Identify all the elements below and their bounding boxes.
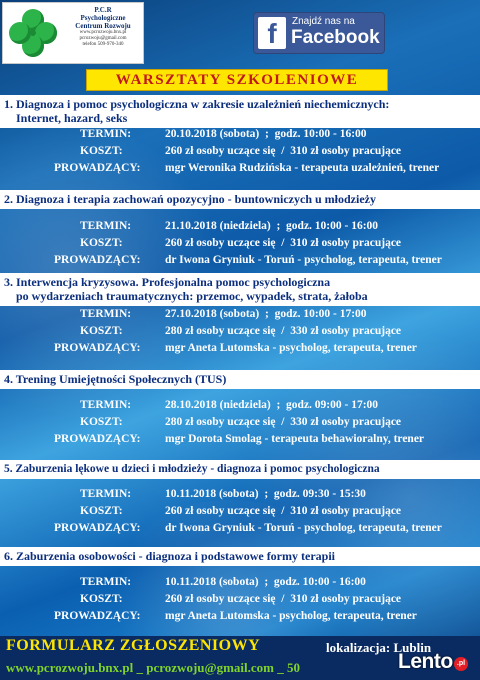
koszt-row: [0, 593, 480, 609]
prowadzacy-row: [0, 342, 480, 358]
koszt-label: KOSZT:: [80, 325, 123, 337]
koszt-value: 280 zł osoby uczące się / 330 zł osoby pracujące: [165, 325, 402, 337]
koszt-value: 260 zł osoby uczące się / 310 zł osoby pracujące: [165, 593, 402, 605]
termin-row: [0, 488, 480, 504]
workshop-heading-line1: 3. Interwencja kryzysowa. Profesjonalna pomoc psychologiczna: [4, 275, 331, 289]
termin-label: TERMIN:: [80, 488, 132, 500]
termin-value: 20.10.2018 (sobota) ; godz. 10:00 - 16:00: [165, 128, 367, 140]
workshop-section: [0, 370, 480, 389]
facebook-big-label: Facebook: [291, 27, 380, 48]
workshop-heading: [0, 547, 480, 566]
logo-website[interactable]: www.pcrozwoju.bnx.pl: [79, 30, 127, 35]
termin-row: [0, 308, 480, 324]
workshop-heading-line1: 2. Diagnoza i terapia zachowań opozycyjno - buntowniczych u młodzieży: [4, 192, 376, 206]
koszt-label: KOSZT:: [80, 416, 123, 428]
workshop-heading-line1: 6. Zaburzenia osobowości - diagnoza i podstawowe formy terapii: [4, 549, 335, 563]
prowadzacy-value: mgr Aneta Lutomska - psycholog, terapeuta, trener: [165, 342, 417, 354]
termin-row: [0, 576, 480, 592]
termin-value: 27.10.2018 (sobota) ; godz. 10:00 - 17:00: [165, 308, 367, 320]
footer-location: lokalizacja: Lublin: [326, 640, 432, 655]
pcr-logo[interactable]: [2, 2, 144, 64]
logo-email[interactable]: pcrozwoju@gmail.com: [79, 36, 127, 41]
koszt-row: [0, 325, 480, 341]
prowadzacy-label: PROWADZĄCY:: [54, 342, 141, 354]
termin-label: TERMIN:: [80, 576, 132, 588]
workshop-section: [0, 547, 480, 566]
prowadzacy-value: dr Iwona Gryniuk - Toruń - psycholog, terapeuta, trener: [165, 522, 442, 534]
koszt-row: [0, 505, 480, 521]
logo-line3: Centrum Rozwoju: [75, 22, 131, 30]
koszt-value: 280 zł osoby uczące się / 330 zł osoby pracujące: [165, 416, 402, 428]
koszt-label: KOSZT:: [80, 145, 123, 157]
lento-watermark: [398, 650, 478, 676]
facebook-icon: f: [258, 17, 286, 49]
prowadzacy-row: [0, 162, 480, 178]
termin-label: TERMIN:: [80, 128, 132, 140]
koszt-row: [0, 416, 480, 432]
prowadzacy-label: PROWADZĄCY:: [54, 254, 141, 266]
workshop-heading: [0, 273, 480, 306]
prowadzacy-value: mgr Dorota Smolag - terapeuta behawioralny, trener: [165, 433, 425, 445]
workshop-section: [0, 95, 480, 128]
termin-label: TERMIN:: [80, 308, 132, 320]
logo-line1: P.C.R: [94, 6, 112, 14]
lento-logo-text: Lento: [398, 650, 453, 673]
workshop-heading: [0, 370, 480, 389]
facebook-small-label: Znajdź nas na: [292, 16, 355, 27]
prowadzacy-value: mgr Aneta Lutomska - psycholog, terapeuta, trener: [165, 610, 417, 622]
koszt-value: 260 zł osoby uczące się / 310 zł osoby pracujące: [165, 237, 402, 249]
lento-pl-badge: .pl: [454, 657, 468, 671]
clover-icon: [7, 7, 59, 59]
termin-value: 28.10.2018 (niedziela) ; godz. 09:00 - 17:00: [165, 399, 379, 411]
footer-contact[interactable]: www.pcrozwoju.bnx.pl _ pcrozwoju@gmail.com _ 50: [6, 660, 300, 675]
termin-label: TERMIN:: [80, 399, 132, 411]
facebook-button[interactable]: [254, 13, 384, 53]
workshop-heading-line2: Internet, hazard, seks: [4, 111, 128, 125]
workshop-section: [0, 273, 480, 306]
koszt-label: KOSZT:: [80, 237, 123, 249]
koszt-label: KOSZT:: [80, 505, 123, 517]
registration-form-link[interactable]: FORMULARZ ZGŁOSZENIOWY: [6, 637, 261, 654]
termin-label: TERMIN:: [80, 220, 132, 232]
workshop-section: [0, 190, 480, 209]
prowadzacy-label: PROWADZĄCY:: [54, 610, 141, 622]
termin-value: 10.11.2018 (sobota) ; godz. 09:30 - 15:30: [165, 488, 366, 500]
prowadzacy-row: [0, 254, 480, 270]
prowadzacy-value: mgr Weronika Rudzińska - terapeuta uzależnień, trener: [165, 162, 440, 174]
prowadzacy-label: PROWADZĄCY:: [54, 433, 141, 445]
logo-phone: telefon 509-970-340: [82, 42, 124, 47]
workshop-heading: [0, 460, 480, 479]
workshop-heading-line2: po wydarzeniach traumatycznych: przemoc, wypadek, strata, żałoba: [4, 289, 368, 303]
termin-row: [0, 128, 480, 144]
prowadzacy-row: [0, 522, 480, 538]
koszt-row: [0, 237, 480, 253]
prowadzacy-row: [0, 433, 480, 449]
prowadzacy-row: [0, 610, 480, 626]
termin-value: 10.11.2018 (sobota) ; godz. 10:00 - 16:00: [165, 576, 366, 588]
workshop-heading-line1: 1. Diagnoza i pomoc psychologiczna w zakresie uzależnień niechemicznych:: [4, 97, 390, 111]
page-title: WARSZTATY SZKOLENIOWE: [86, 69, 388, 91]
termin-row: [0, 220, 480, 236]
koszt-value: 260 zł osoby uczące się / 310 zł osoby pracujące: [165, 145, 402, 157]
prowadzacy-label: PROWADZĄCY:: [54, 522, 141, 534]
prowadzacy-label: PROWADZĄCY:: [54, 162, 141, 174]
workshop-heading-line1: 4. Trening Umiejętności Społecznych (TUS): [4, 372, 227, 386]
logo-line2: Psychologiczne: [80, 14, 126, 22]
prowadzacy-value: dr Iwona Gryniuk - Toruń - psycholog, terapeuta, trener: [165, 254, 442, 266]
workshop-heading-line1: 5. Zaburzenia lękowe u dzieci i młodzieży - diagnoza i pomoc psychologiczna: [4, 463, 380, 475]
koszt-row: [0, 145, 480, 161]
koszt-label: KOSZT:: [80, 593, 123, 605]
workshop-section: [0, 460, 480, 479]
termin-value: 21.10.2018 (niedziela) ; godz. 10:00 - 16:00: [165, 220, 379, 232]
koszt-value: 260 zł osoby uczące się / 310 zł osoby pracujące: [165, 505, 402, 517]
header: [0, 0, 480, 66]
logo-text: [63, 6, 143, 48]
termin-row: [0, 399, 480, 415]
workshop-heading: [0, 95, 480, 128]
workshop-heading: [0, 190, 480, 209]
